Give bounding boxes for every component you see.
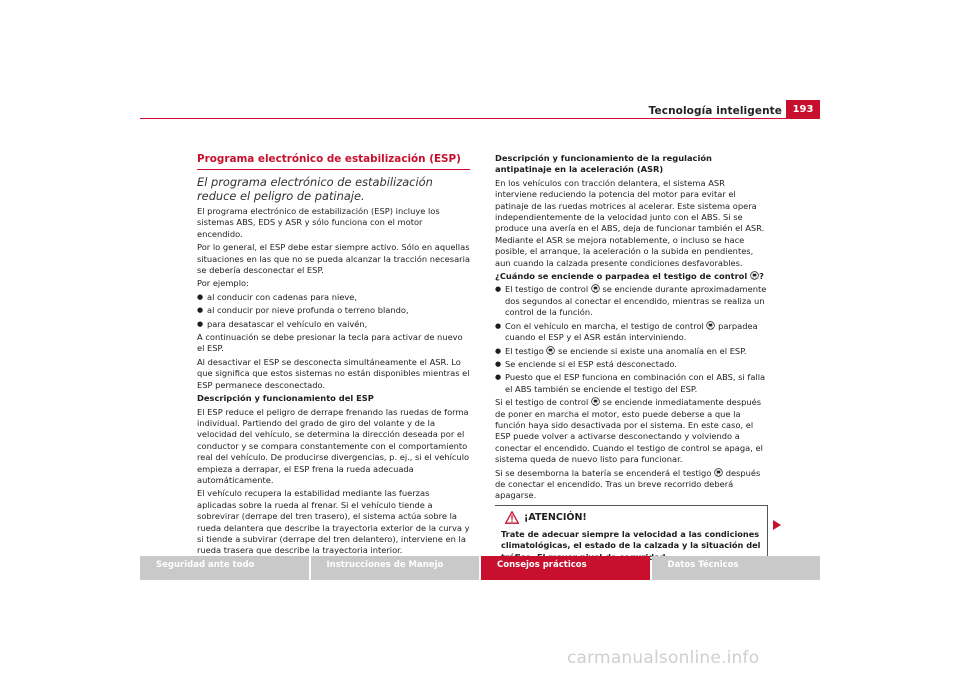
paragraph bbox=[495, 468, 768, 502]
question-heading bbox=[495, 271, 768, 282]
paragraph bbox=[495, 397, 768, 465]
paragraph: A continuación se debe presionar la tecla para activar de nuevo el ESP. bbox=[197, 332, 463, 354]
esp-skid-car-icon bbox=[591, 397, 600, 406]
subheading: Descripción y funcionamiento del ESP bbox=[197, 393, 374, 404]
paragraph: El programa electrónico de estabilización (ESP) incluye los sistemas ABS, EDS y ASR y sólo funciona con el motor encendido. bbox=[197, 206, 440, 239]
paragraph: Al desactivar el ESP se desconecta simultáneamente el ASR. Lo que significa que estos sistemas no están disponibles mientras el ESP permanece desconectado. bbox=[197, 356, 470, 390]
question-mark: ? bbox=[759, 271, 764, 282]
list-item bbox=[495, 321, 768, 344]
question-text: ¿Cuándo se enciende o parpadea el testigo de control bbox=[495, 271, 748, 282]
section-subtitle: El programa electrónico de estabilización reduce el peligro de patinaje. bbox=[197, 175, 433, 203]
header-rule bbox=[140, 118, 820, 119]
continue-arrow-icon bbox=[773, 520, 781, 530]
list-item-text: Con el vehículo en marcha, el testigo de control bbox=[505, 320, 704, 331]
paragraph-text: después de conectar el encendido. Tras un breve recorrido deberá apagarse. bbox=[495, 467, 761, 501]
watermark: carmanualsonline.info bbox=[567, 648, 760, 668]
paragraph: Por ejemplo: bbox=[197, 278, 249, 289]
esp-skid-car-icon bbox=[750, 271, 759, 280]
paragraph: En los vehículos con tracción delantera, el sistema ASR interviene reduciendo la potencia del motor para evitar el patinaje de las ruedas motrices al acelerar. Este sistema opera independientemente de la velocidad junto con el ABS. Si se produce una avería en el ABS, deja de funcionar también el ASR. Mediante el ASR se mejora notablemente, o incluso se hace posible, el arranque, la aceleración o la subida en pendientes, aun cuando la calzada presente condiciones desfavorables. bbox=[495, 177, 765, 268]
list-item: ● al conducir con cadenas para nieve, bbox=[197, 292, 470, 303]
paragraph-text: Si se desemborna la batería se encenderá el testigo bbox=[495, 467, 712, 478]
tab-datos-tecnicos[interactable]: Datos Técnicos bbox=[652, 556, 821, 580]
left-column bbox=[197, 153, 470, 559]
esp-skid-car-icon bbox=[546, 346, 555, 355]
list-item-text: parpadea cuando el ESP y el ASR están interviniendo. bbox=[505, 320, 758, 343]
tab-seguridad-ante-todo[interactable]: Seguridad ante todo bbox=[140, 556, 309, 580]
warning-triangle-icon bbox=[505, 511, 519, 524]
section-title: Programa electrónico de estabilización (ESP) bbox=[197, 153, 470, 170]
paragraph: El ESP reduce el peligro de derrape frenando las ruedas de forma individual. Partiendo del grado de giro del volante y de la velocidad del vehículo, se determina la dirección deseada por el conductor y se compara constantemente con el comportamiento real del vehículo. De producirse divergencias, p. ej., si el vehículo empieza a derrapar, el ESP frena la rueda adecuada automáticamente. bbox=[197, 406, 470, 485]
list-item: ● Se enciende si el ESP está desconectado. bbox=[495, 359, 768, 370]
running-header-title: Tecnología inteligente bbox=[648, 105, 782, 117]
tab-instrucciones-de-manejo[interactable]: Instrucciones de Manejo bbox=[311, 556, 480, 580]
list-item bbox=[495, 346, 768, 357]
list-item-text: se enciende si existe una anomalía en el ESP. bbox=[558, 345, 747, 356]
esp-skid-car-icon bbox=[591, 284, 600, 293]
subheading: Descripción y funcionamiento de la regulación antipatinaje en la aceleración (ASR) bbox=[495, 153, 712, 175]
list-item-text: El testigo de control bbox=[505, 284, 589, 295]
list-item: ● Puesto que el ESP funciona en combinación con el ABS, si falla el ABS también se enciende el testigo del ESP. bbox=[495, 372, 768, 395]
paragraph: Por lo general, el ESP debe estar siempre activo. Sólo en aquellas situaciones en las que no se pueda alcanzar la tracción necesaria se debería desconectar el ESP. bbox=[197, 242, 470, 276]
tab-consejos-practicos[interactable]: Consejos prácticos bbox=[481, 556, 650, 580]
paragraph-text: Si el testigo de control bbox=[495, 397, 589, 408]
list-item-text: El testigo bbox=[505, 345, 544, 356]
page-number-badge: 193 bbox=[786, 100, 820, 119]
right-column bbox=[495, 153, 768, 568]
warning-title: ¡ATENCIÓN! bbox=[524, 511, 587, 523]
warning-text: Trate de adecuar siempre la velocidad a las condiciones climatológicas, el estado de la calzada y la situación del bbox=[501, 528, 761, 551]
list-item: ● para desatascar el vehículo en vaivén, bbox=[197, 319, 470, 330]
paragraph: El vehículo recupera la estabilidad mediante las fuerzas aplicadas sobre la rueda al frenar. Si el vehículo tiende a sobrevirar (derrape del tren trasero), el sistema actúa sobre la rueda delantera que describe la trayectoria exterior de la curva y si tiende a subvirar (derrape del tren delantero), interviene en la rueda trasera que describe la trayectoria interior. bbox=[197, 488, 470, 556]
esp-skid-car-icon bbox=[714, 468, 723, 477]
footer-nav bbox=[140, 556, 820, 580]
paragraph-text: se enciende inmediatamente después de poner en marcha el motor, esto puede deberse a que la función haya sido desactivada por el sistema. En este caso, el ESP puede volver a activarse desconectando y volviendo a conectar el encendido. Cuando el testigo de control se apaga, el sistema queda de nuevo listo para funcionar. bbox=[495, 397, 763, 465]
esp-skid-car-icon bbox=[706, 321, 715, 330]
list-item bbox=[495, 284, 768, 318]
list-item-text: se enciende durante aproximadamente dos segundos al conectar el encendido, mientras se realiza un control de la función. bbox=[505, 284, 767, 318]
list-item: ● al conducir por nieve profunda o terreno blando, bbox=[197, 305, 470, 316]
warning-header bbox=[505, 511, 762, 524]
